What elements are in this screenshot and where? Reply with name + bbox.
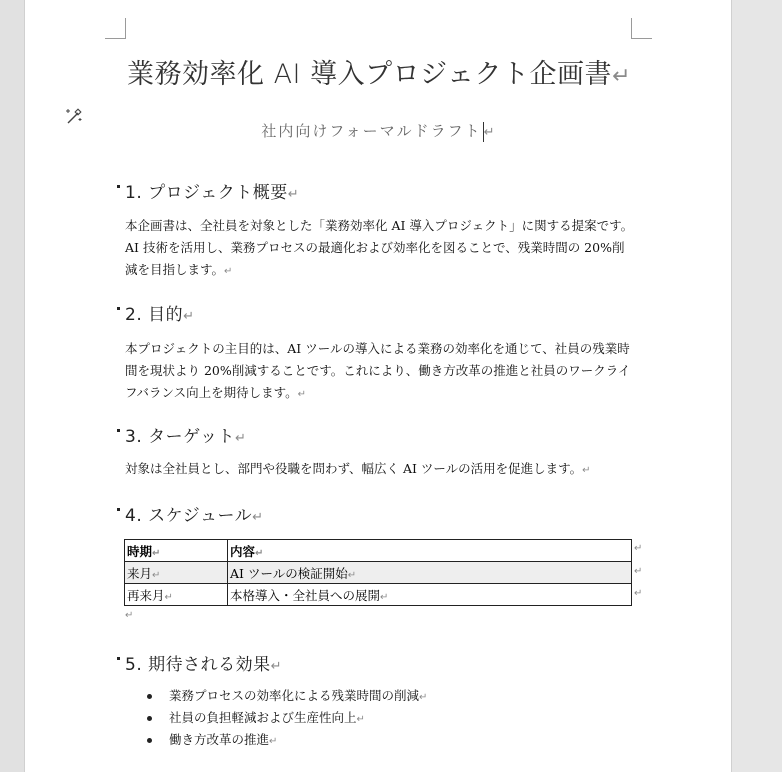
section-heading-purpose[interactable]: [125, 300, 195, 325]
left-gutter: [0, 0, 24, 772]
bullet-dot: [147, 738, 152, 743]
text-line: 本プロジェクトの主目的は、AI ツールの導入による業務の効率化を通じて、社員の残業時: [125, 341, 630, 356]
paragraph-mark-icon: ↵: [483, 125, 497, 140]
table-cell[interactable]: AI ツールの検証開始↵: [228, 562, 632, 584]
heading-marker: [117, 429, 120, 432]
paragraph-mark-icon: ↵: [287, 187, 300, 202]
paragraph-mark-icon: ↵: [252, 510, 264, 525]
section-heading-overview[interactable]: [125, 178, 299, 203]
empty-paragraph-mark: ↵: [125, 610, 134, 621]
heading-marker: [117, 508, 120, 511]
paragraph-purpose[interactable]: [125, 338, 635, 406]
crop-mark-top-left: [105, 18, 126, 39]
paragraph-mark-icon: ↵: [582, 465, 591, 476]
heading-text: 5. 期待される効果: [125, 655, 271, 675]
table-cell[interactable]: 来月↵: [125, 562, 228, 584]
list-item[interactable]: 社員の負担軽減および生産性向上↵: [145, 707, 427, 729]
heading-text: 4. スケジュール: [125, 506, 253, 526]
text-line: 間を現状より 20%削減することです。これにより、働き方改革の推進と社員のワークライ: [125, 363, 631, 378]
table-cell[interactable]: 本格導入・全社員への展開↵: [228, 584, 632, 606]
document-subtitle[interactable]: [25, 120, 733, 142]
document-page[interactable]: [24, 0, 732, 772]
table-header-cell[interactable]: 内容↵: [228, 540, 632, 562]
heading-marker: [117, 185, 120, 188]
text-line: 本企画書は、全社員を対象とした「業務効率化 AI 導入プロジェクト」に関する提案です。: [125, 218, 634, 233]
paragraph-target[interactable]: [125, 458, 635, 482]
crop-mark-top-right: [631, 18, 652, 39]
text-line: フバランス向上を期待します。↵: [125, 385, 307, 400]
heading-text: 2. 目的: [125, 305, 184, 325]
row-end-mark: ↵: [634, 566, 643, 577]
paragraph-mark-icon: ↵: [297, 389, 307, 400]
paragraph-overview[interactable]: [125, 215, 635, 283]
table-row: [125, 562, 632, 584]
subtitle-text: 社内向けフォーマルドラフト: [261, 122, 482, 140]
paragraph-mark-icon: ↵: [183, 309, 195, 324]
paragraph-mark-icon: ↵: [224, 266, 233, 277]
heading-text: 1. プロジェクト概要: [125, 183, 288, 203]
title-text: 業務効率化 AI 導入プロジェクト企画書: [127, 59, 613, 90]
table-cell[interactable]: 再来月↵: [125, 584, 228, 606]
section-heading-effects[interactable]: [125, 650, 282, 675]
row-end-mark: ↵: [634, 543, 643, 554]
row-end-mark: ↵: [634, 588, 643, 599]
text-line: 対象は全社員とし、部門や役職を問わず、幅広く AI ツールの活用を促進します。↵: [125, 461, 591, 476]
paragraph-mark-icon: ↵: [270, 659, 283, 674]
text-line: 減を目指します。↵: [125, 262, 233, 277]
document-title[interactable]: [25, 52, 733, 91]
effects-list[interactable]: [145, 685, 427, 751]
text-line: AI 技術を活用し、業務プロセスの最適化および効率化を図ることで、残業時間の 20%削: [125, 240, 625, 255]
paragraph-mark-icon: ↵: [234, 431, 247, 446]
table-header-cell[interactable]: 時期↵: [125, 540, 228, 562]
table-row: [125, 584, 632, 606]
heading-marker: [117, 657, 120, 660]
heading-text: 3. ターゲット: [125, 427, 235, 447]
list-item[interactable]: 業務プロセスの効率化による残業時間の削減↵: [145, 685, 427, 707]
heading-marker: [117, 307, 120, 310]
list-item[interactable]: 働き方改革の推進↵: [145, 729, 427, 751]
paragraph-mark-icon: ↵: [612, 64, 631, 89]
section-heading-target[interactable]: [125, 422, 246, 447]
table-header-row: [125, 540, 632, 562]
right-margin-area: [732, 0, 782, 772]
schedule-table[interactable]: [124, 539, 632, 606]
section-heading-schedule[interactable]: [125, 501, 264, 526]
bullet-dot: [147, 694, 152, 699]
bullet-dot: [147, 716, 152, 721]
